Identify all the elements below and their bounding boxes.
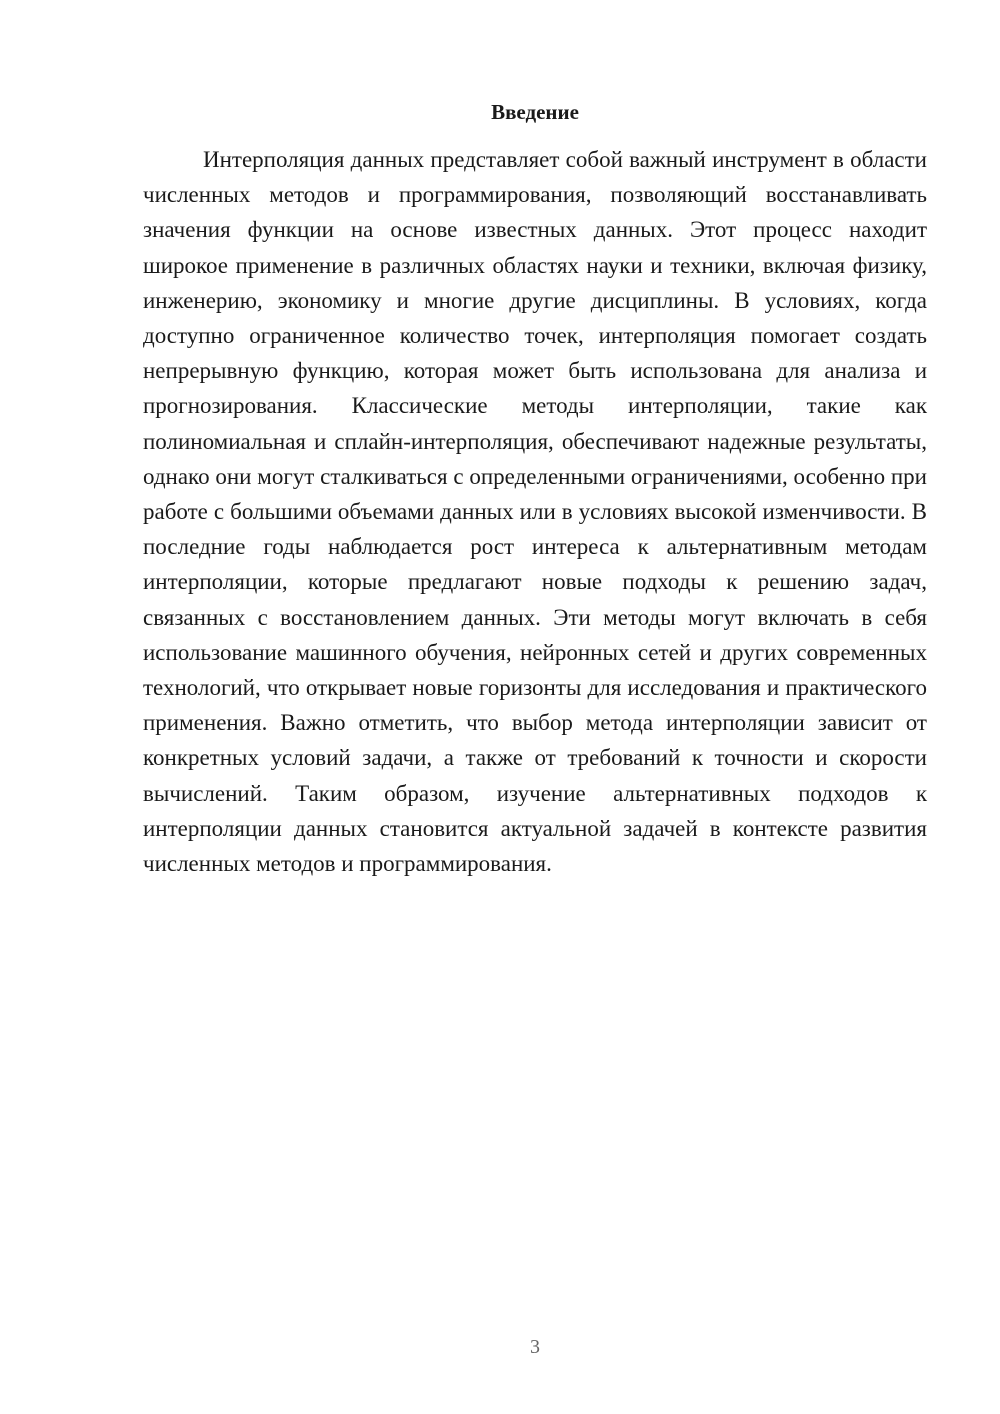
section-heading: Введение: [491, 100, 579, 124]
page-number: 3: [530, 1336, 540, 1358]
intro-paragraph: Интерполяция данных представляет собой важный инструмент в области численных методов и программирования, позволяющий восстанавливать значения функции на основе известных данных. Этот процесс находит широкое применение в различных областях науки и техники, включая физику, инженерию, экономику и многие другие дисциплины. В условиях, когда доступно ограниченное количество точек, интерполяция помогает создать непрерывную функцию, которая может быть использована для анализа и прогнозирования. Классические методы интерполяции, такие как полиномиальная и сплайн-интерполяция, обеспечивают надежные результаты, однако они могут сталкиваться с определенными ограничениями, особенно при работе с большими объемами данных или в условиях высокой изменчивости. В последние годы наблюдается рост интереса к альтернативным методам интерполяции, которые предлагают новые подходы к решению задач, связанных с восстановлением данных. Эти методы могут включать в себя использование машинного обучения, нейронных сетей и других современных технологий, что открывает новые горизонты для исследования и практического применения. Важно отметить, что выбор метода интерполяции зависит от конкретных условий задачи, а также от требований к точности и скорости вычислений. Таким образом, изучение альтернативных подходов к интерполяции данных становится актуальной задачей в контексте развития численных методов и программирования.: [143, 147, 927, 877]
